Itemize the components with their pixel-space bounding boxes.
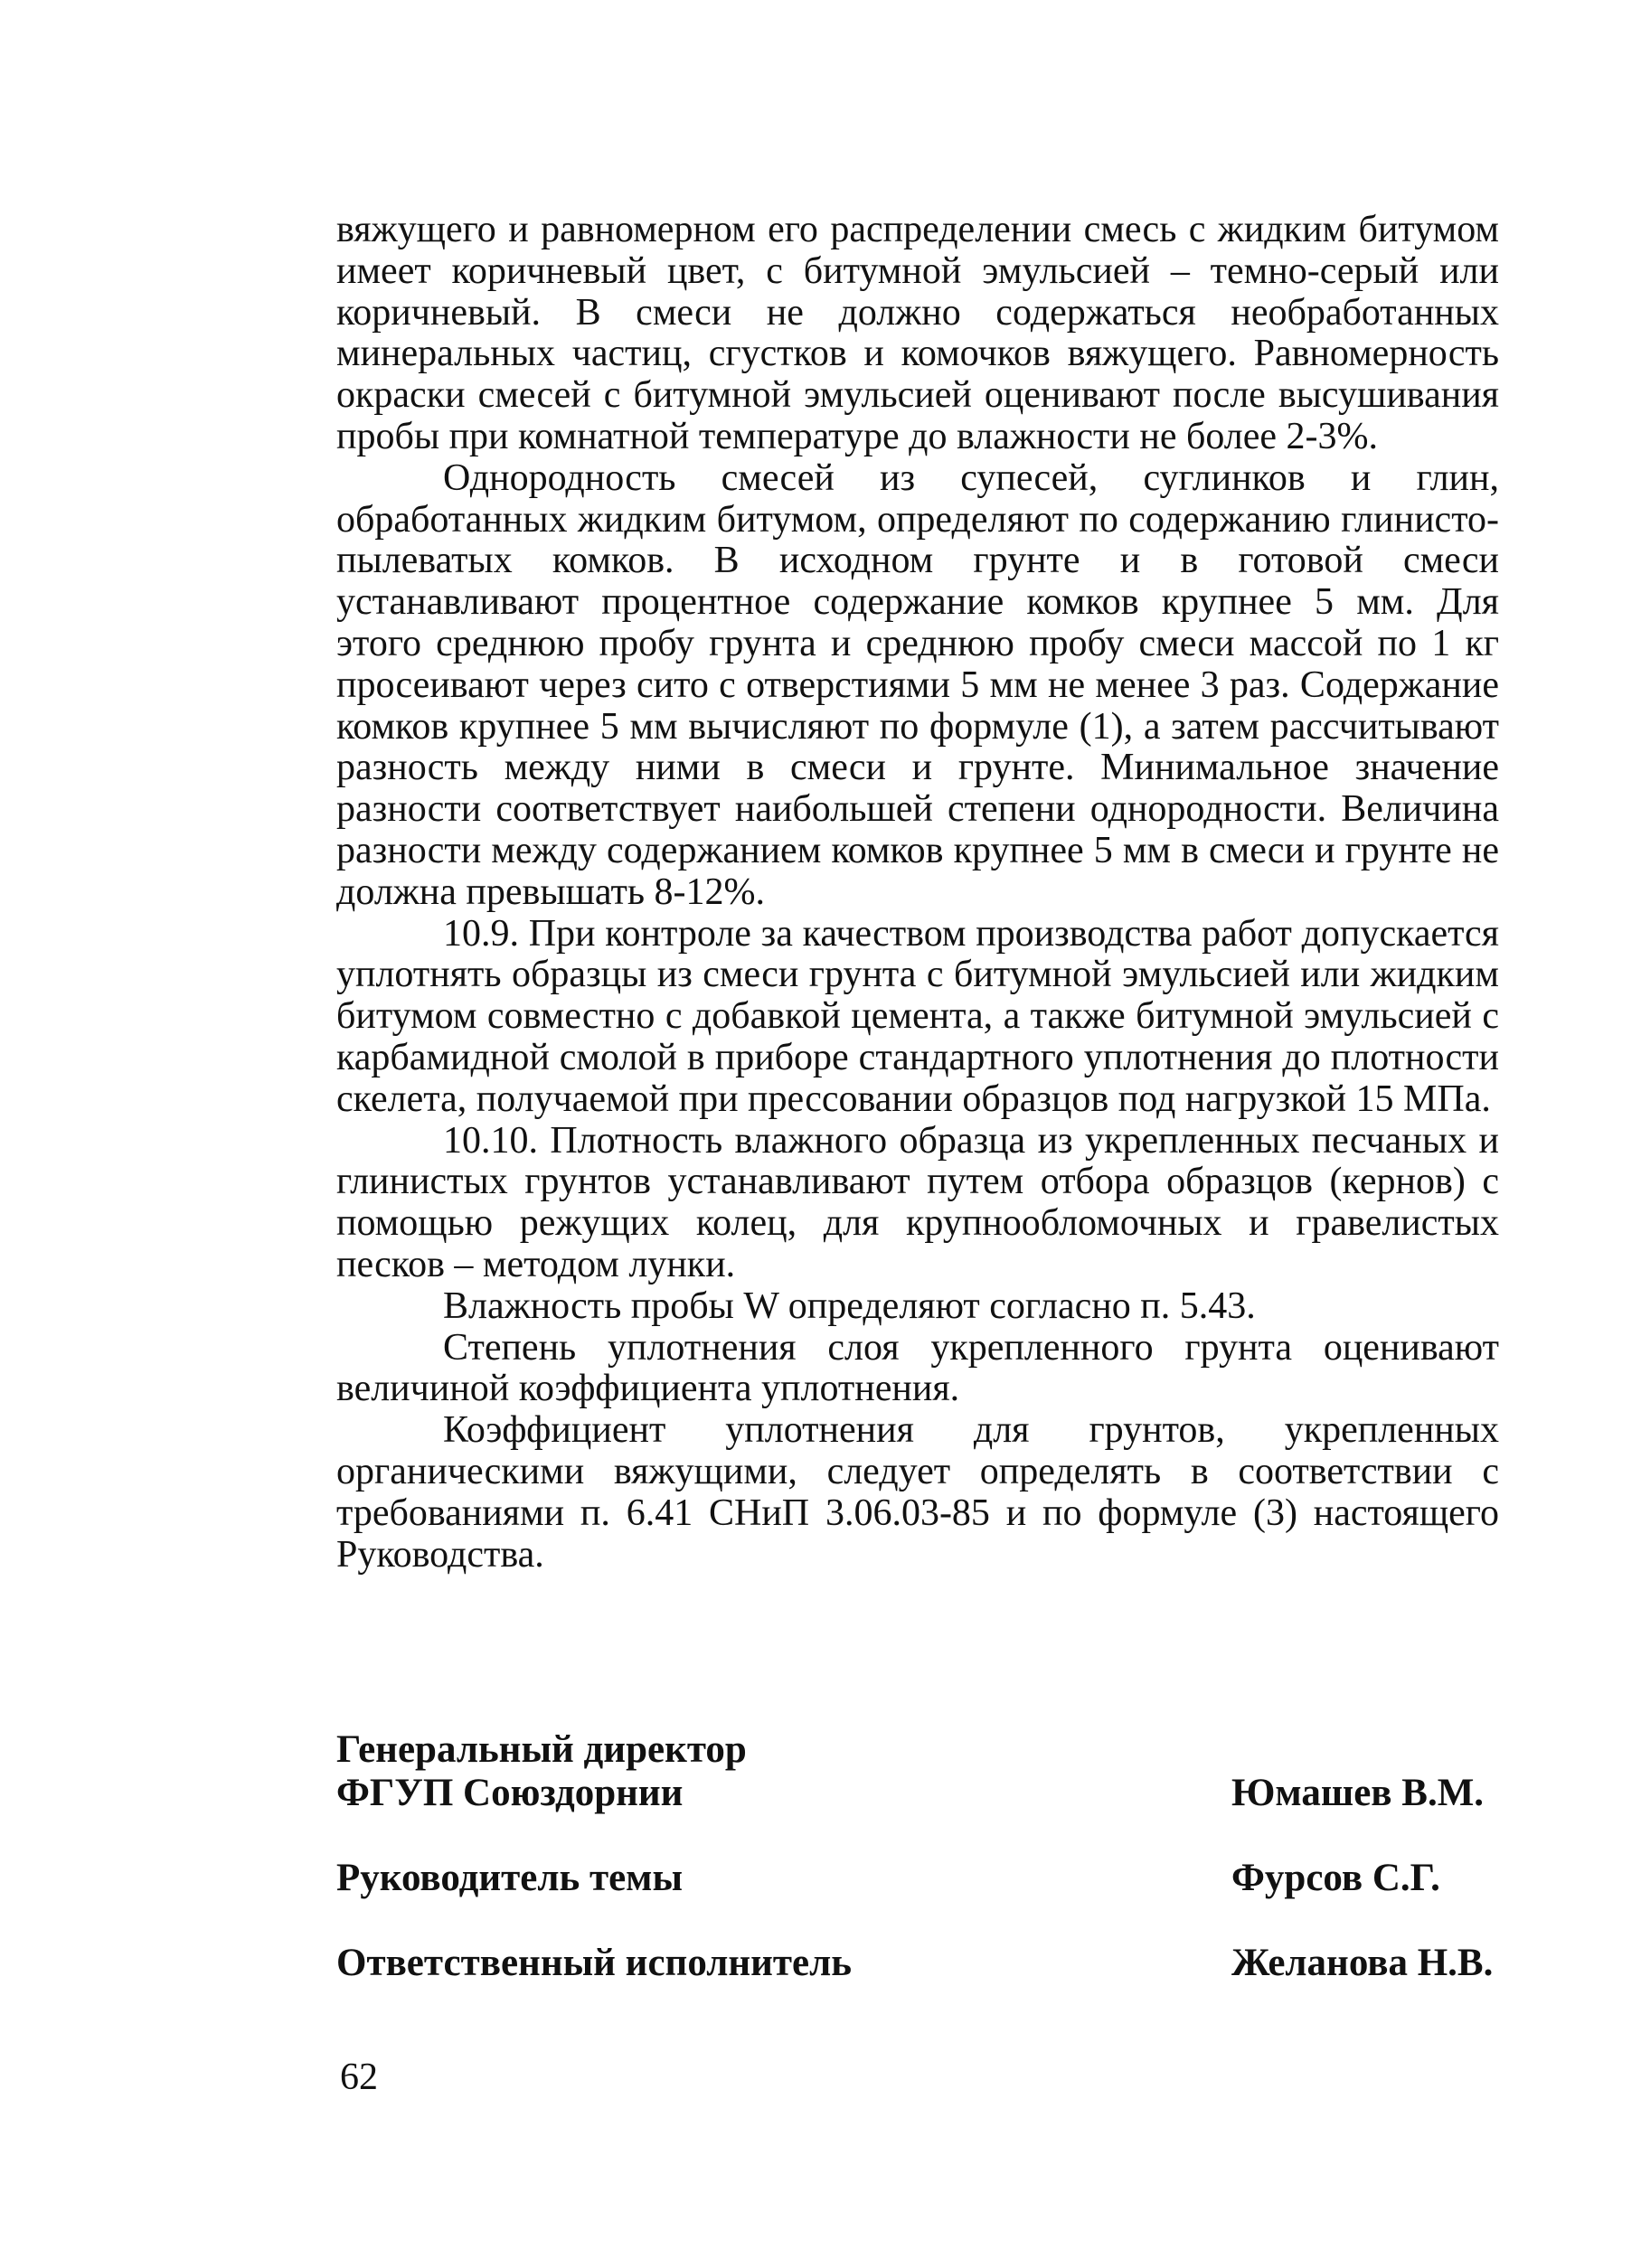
director-name: Юмашев В.М. [1231, 1772, 1485, 1814]
topic-lead-name: Фурсов С.Г. [1231, 1857, 1440, 1899]
paragraph-compaction-degree: Степень уплотнения слоя укрепленного грунта оценивают величиной коэффициента уплотнения. [336, 1326, 1499, 1410]
director-title: Генеральный директор [336, 1728, 747, 1771]
executor-name: Желанова Н.В. [1231, 1942, 1494, 1984]
body-text [336, 210, 1499, 1576]
paragraph-moisture: Влажность пробы W определяют согласно п. 5.43. [443, 1285, 1256, 1327]
page-number: 62 [340, 2056, 378, 2098]
paragraph-10-10: 10.10. Плотность влажного образца из укрепленных песчаных и глинистых грунтов устанавливают путем отбора образцов (кернов) с помощью режущих колец, для крупнообломочных и гравелистых песков – методом лунки. [336, 1119, 1499, 1285]
paragraph-homogeneity: Однородность смесей из супесей, суглинков и глин, обработанных жидким битумом, определяют по содержанию глинисто-пылеватых комков. В исходном грунте и в готовой смеси устанавливают процентное содержание комков крупнее 5 мм. Для этого среднюю пробу грунта и среднюю пробу смеси массой по 1 кг просеивают через сито с отверстиями 5 мм не менее 3 раз. Содержание комков крупнее 5 мм вычисляют по формуле (1), а затем рассчитывают разность между ними в смеси и грунте. Минимальное значение разности соответствует наибольшей степени однородности. Величина разности между содержанием комков крупнее 5 мм в смеси и грунте не должна превышать 8-12%. [336, 456, 1499, 913]
paragraph-compaction-coefficient: Коэффициент уплотнения для грунтов, укрепленных органическими вяжущими, следует определять в соответствии с требованиями п. 6.41 СНиП 3.06.03-85 и по формуле (3) настоящего Руководства. [336, 1409, 1499, 1576]
paragraph-continuation: вяжущего и равномерном его распределении смесь с жидким битумом имеет коричневый цвет, с битумной эмульсией – темно-серый или коричневый. В смеси не должно содержаться необработанных минеральных частиц, сгустков и комочков вяжущего. Равномерность окраски смесей с битумной эмульсией оценивают после высушивания пробы при комнатной температуре до влажности не более 2-3%. [336, 209, 1499, 457]
executor-position: Ответственный исполнитель [336, 1942, 853, 1984]
signature-row-topic-lead [336, 1857, 1503, 1900]
director-organization: ФГУП Союздорнии [336, 1772, 684, 1814]
signature-position-director [336, 1728, 1114, 1815]
signature-row-executor [336, 1942, 1503, 1985]
signature-block [336, 1728, 1503, 1985]
topic-lead-position: Руководитель темы [336, 1857, 684, 1899]
signature-row-director [336, 1728, 1503, 1815]
paragraph-10-9: 10.9. При контроле за качеством производства работ допускается уплотнять образцы из смеси грунта с битумной эмульсией или жидким битумом совместно с добавкой цемента, а также битумной эмульсией с карбамидной смолой в приборе стандартного уплотнения до плотности скелета, получаемой при прессовании образцов под нагрузкой 15 МПа. [336, 912, 1499, 1120]
